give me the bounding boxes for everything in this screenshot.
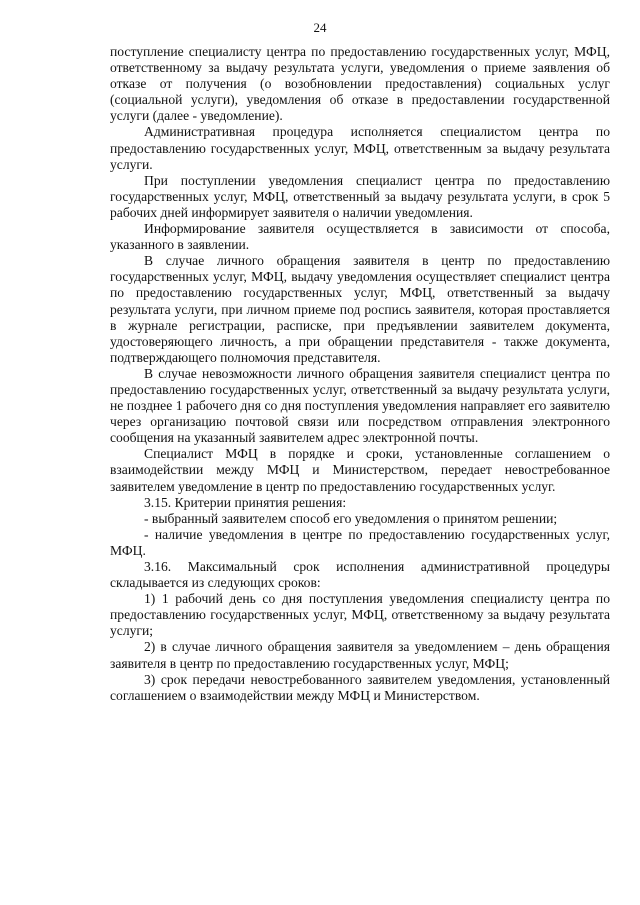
paragraph-no-personal-visit: В случае невозможности личного обращения заявителя специалист центра по предоставлению государственных услуг, ответственный за выдачу результата услуги, не позднее 1 рабочего дня со дня поступления уведомления направляет его заявителю через организацию почтовой связи или посредством отправления электронного сообщения на указанный заявителем адрес электронной почты. <box>110 365 610 446</box>
page-number: 24 <box>313 20 327 35</box>
paragraph-mfc-transfer: Специалист МФЦ в порядке и сроки, установленные соглашением о взаимодействии между МФЦ и Министерством, передает невостребованное заявителем уведомление в центр по предоставлению государственных услуг. <box>110 446 610 494</box>
section-heading-3-15: 3.15. Критерии принятия решения: <box>144 494 347 510</box>
paragraph-procedure-executor: Административная процедура исполняется специалистом центра по предоставлению государственных услуг, МФЦ, ответственным за выдачу результата услуги. <box>110 124 610 172</box>
list-item-term-3: 3) срок передачи невостребованного заявителем уведомления, установленный соглашением о взаимодействии между МФЦ и Министерством. <box>110 671 610 703</box>
paragraph-personal-visit: В случае личного обращения заявителя в центр по предоставлению государственных услуг, МФЦ, выдачу уведомления осуществляет специалист центра по предоставлению государственных услуг, МФЦ, ответственный за выдачу результата услуги, при личном приеме под роспись заявителя, которая проставляется в журнале регистрации, расписке, при предъявлении заявителем документа, удостоверяющего личность, а при обращении представителя - также документа, подтверждающего полномочия представителя. <box>110 253 610 365</box>
list-item-criterion-1: - выбранный заявителем способ его уведомления о принятом решении; <box>144 510 558 526</box>
list-item-term-1: 1) 1 рабочий день со дня поступления уведомления специалисту центра по предоставлению государственных услуг, МФЦ, ответственному за выдачу результата услуги; <box>110 591 610 639</box>
paragraph-continuation: поступление специалисту центра по предоставлению государственных услуг, МФЦ, ответственному за выдачу результата услуги, уведомления о приеме заявления об отказе от получения (о возобновлении предоставления) социальных услуг (социальной услуги), уведомления об отказе в предоставлении государственной услуги (далее - уведомление). <box>110 44 610 124</box>
document-body <box>110 44 610 704</box>
list-item-term-2: 2) в случае личного обращения заявителя за уведомлением – день обращения заявителя в центр по предоставлению государственных услуг, МФЦ; <box>110 639 610 671</box>
paragraph-notification-receipt: При поступлении уведомления специалист центра по предоставлению государственных услуг, МФЦ, ответственный за выдачу результата услуги, в срок 5 рабочих дней информирует заявителя о наличии уведомления. <box>110 172 610 220</box>
paragraph-informing-method: Информирование заявителя осуществляется в зависимости от способа, указанного в заявлении. <box>110 221 610 253</box>
section-heading-3-16: 3.16. Максимальный срок исполнения административной процедуры складывается из следующих сроков: <box>110 559 610 591</box>
list-item-criterion-2: - наличие уведомления в центре по предоставлению государственных услуг, МФЦ. <box>110 526 610 558</box>
